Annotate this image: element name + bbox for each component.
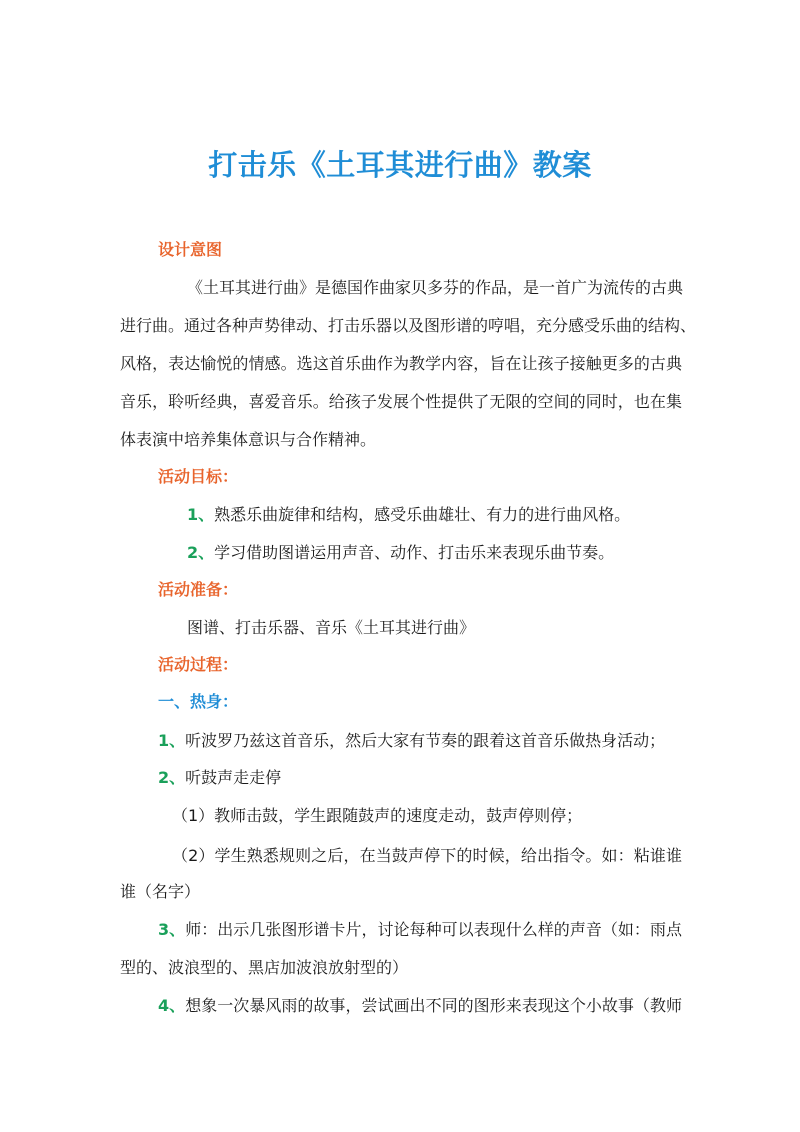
goal-item-1 <box>187 505 757 525</box>
goal-number-2: 2、 <box>187 543 215 562</box>
step-3 <box>158 920 682 940</box>
preparation-heading: 活动准备： <box>158 580 239 599</box>
goal-text-1: 熟悉乐曲旋律和结构，感受乐曲雄壮、有力的进行曲风格。 <box>214 505 631 524</box>
step-2 <box>158 768 728 788</box>
step-text-2: 听鼓声走走停 <box>185 768 282 787</box>
goal-item-2 <box>187 543 757 563</box>
step-3-line-2: 型的、波浪型的、黑店加波浪放射型的） <box>120 958 409 977</box>
step-2-b-line-1: （2）学生熟悉规则之后，在当鼓声停下的时候，给出指令。如：粘谁谁 <box>172 846 682 865</box>
step-2-a: （1）教师击鼓，学生跟随鼓声的速度走动，鼓声停则停； <box>172 806 583 825</box>
step-text-4: 想象一次暴风雨的故事，尝试画出不同的图形来表现这个小故事（教师 <box>185 996 682 1015</box>
design-intent-heading: 设计意图 <box>158 240 223 259</box>
step-1 <box>158 731 728 751</box>
goal-number-1: 1、 <box>187 505 215 524</box>
design-intent-line-1: 《土耳其进行曲》是德国作曲家贝多芬的作品，是一首广为流传的古典 <box>187 278 684 297</box>
design-intent-line-5: 体表演中培养集体意识与合作精神。 <box>120 430 377 449</box>
warmup-heading: 一、热身： <box>158 692 239 711</box>
preparation-text: 图谱、打击乐器、音乐《土耳其进行曲》 <box>187 618 476 637</box>
step-number-3: 3、 <box>158 920 186 939</box>
step-text-1: 听波罗乃兹这首音乐，然后大家有节奏的跟着这首音乐做热身活动； <box>185 731 666 750</box>
process-heading: 活动过程： <box>158 655 239 674</box>
page-title: 打击乐《土耳其进行曲》教案 <box>208 148 592 182</box>
goals-heading: 活动目标： <box>158 467 239 486</box>
goal-text-2: 学习借助图谱运用声音、动作、打击乐来表现乐曲节奏。 <box>214 543 615 562</box>
step-number-4: 4、 <box>158 996 186 1015</box>
step-4 <box>158 996 682 1016</box>
step-number-1: 1、 <box>158 731 186 750</box>
design-intent-line-4: 音乐，聆听经典，喜爱音乐。给孩子发展个性提供了无限的空间的同时，也在集 <box>120 392 682 411</box>
step-2-b-line-2: 谁（名字） <box>120 882 201 901</box>
design-intent-line-3: 风格，表达愉悦的情感。选这首乐曲作为教学内容，旨在让孩子接触更多的古典 <box>120 354 682 373</box>
design-intent-line-2: 进行曲。通过各种声势律动、打击乐器以及图形谱的哼唱，充分感受乐曲的结构、 <box>120 316 697 335</box>
step-text-3: 师：出示几张图形谱卡片，讨论每种可以表现什么样的声音（如：雨点 <box>185 920 682 939</box>
step-number-2: 2、 <box>158 768 186 787</box>
